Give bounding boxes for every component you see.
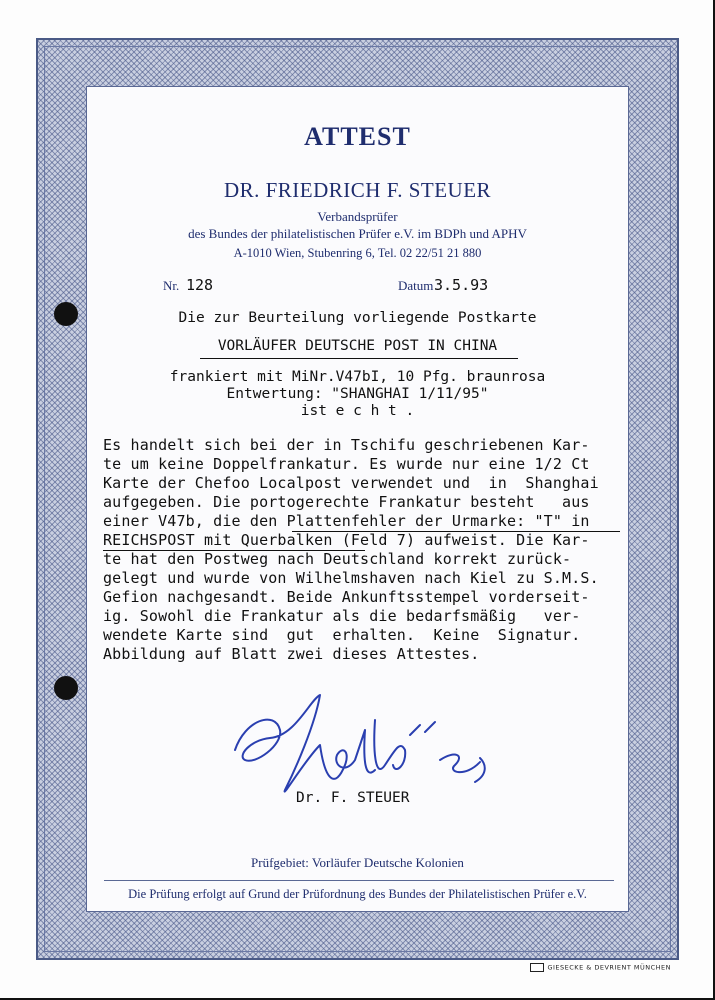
body-line: Es handelt sich bei der in Tschifu geschriebenen Kar- xyxy=(103,436,590,454)
body-line: einer V47b, die den Plattenfehler der Urmarke: "T" in xyxy=(103,512,590,530)
body-line: aufgegeben. Die portogerechte Frankatur besteht aus xyxy=(103,493,590,511)
body-line: wendete Karte sind gut erhalten. Keine Signatur. xyxy=(103,626,581,644)
printer-logo-icon xyxy=(530,963,544,972)
statement-item: VORLÄUFER DEUTSCHE POST IN CHINA xyxy=(217,338,498,354)
body-line: te um keine Doppelfrankatur. Es wurde nur eine 1/2 Ct xyxy=(103,455,590,473)
statement-verdict: ist e c h t . xyxy=(300,403,415,419)
nr-value: 128 xyxy=(186,276,214,294)
body-line: Karte der Chefoo Localpost verwendet und in Shanghai xyxy=(103,474,599,492)
certificate-title: ATTEST xyxy=(304,122,411,151)
punch-hole-bottom xyxy=(54,676,78,700)
datum-label: Datum xyxy=(398,278,434,293)
statement-franking: frankiert mit MiNr.V47bI, 10 Pfg. braunrosa xyxy=(169,369,546,385)
signed-name: Dr. F. STEUER xyxy=(296,790,410,806)
body-line: Gefion nachgesandt. Beide Ankunftsstempel vorderseit- xyxy=(103,588,590,606)
body-line: ig. Sowohl die Frankatur als die bedarfsmäßig ver- xyxy=(103,607,581,625)
body-line: REICHSPOST mit Querbalken (Feld 7) aufweist. Die Kar- xyxy=(103,531,590,549)
body-line: te hat den Postweg nach Deutschland korrekt zurück- xyxy=(103,550,572,568)
datum-value: 3.5.93 xyxy=(434,276,489,294)
item-underline xyxy=(200,358,518,359)
reichspost-underline xyxy=(103,550,365,551)
statement-cancel: Entwertung: "SHANGHAI 1/11/95" xyxy=(226,386,489,402)
scope-line: Prüfgebiet: Vorläufer Deutsche Kolonien xyxy=(251,855,464,870)
examiner-role: Verbandsprüfer xyxy=(317,209,398,224)
examiner-address: A-1010 Wien, Stubenring 6, Tel. 02 22/51 21 880 xyxy=(233,246,482,260)
examiner-affiliation: des Bundes der philatelistischen Prüfer e.V. im BDPh und APHV xyxy=(188,226,527,241)
footer-rule xyxy=(104,880,614,881)
nr-label: Nr. xyxy=(163,278,180,293)
printer-imprint xyxy=(530,963,671,972)
body-line: Abbildung auf Blatt zwei dieses Attestes. xyxy=(103,645,480,663)
body-line: gelegt und wurde von Wilhelmshaven nach Kiel zu S.M.S. xyxy=(103,569,599,587)
printer-name: GIESECKE & DEVRIENT MÜNCHEN xyxy=(547,963,671,972)
statement-intro: Die zur Beurteilung vorliegende Postkarte xyxy=(178,310,537,326)
plattenfehler-underline xyxy=(292,531,620,532)
footer-note: Die Prüfung erfolgt auf Grund der Prüfordnung des Bundes der Philatelistischen Prüfer e.V. xyxy=(128,887,587,901)
examiner-name: DR. FRIEDRICH F. STEUER xyxy=(223,178,492,202)
